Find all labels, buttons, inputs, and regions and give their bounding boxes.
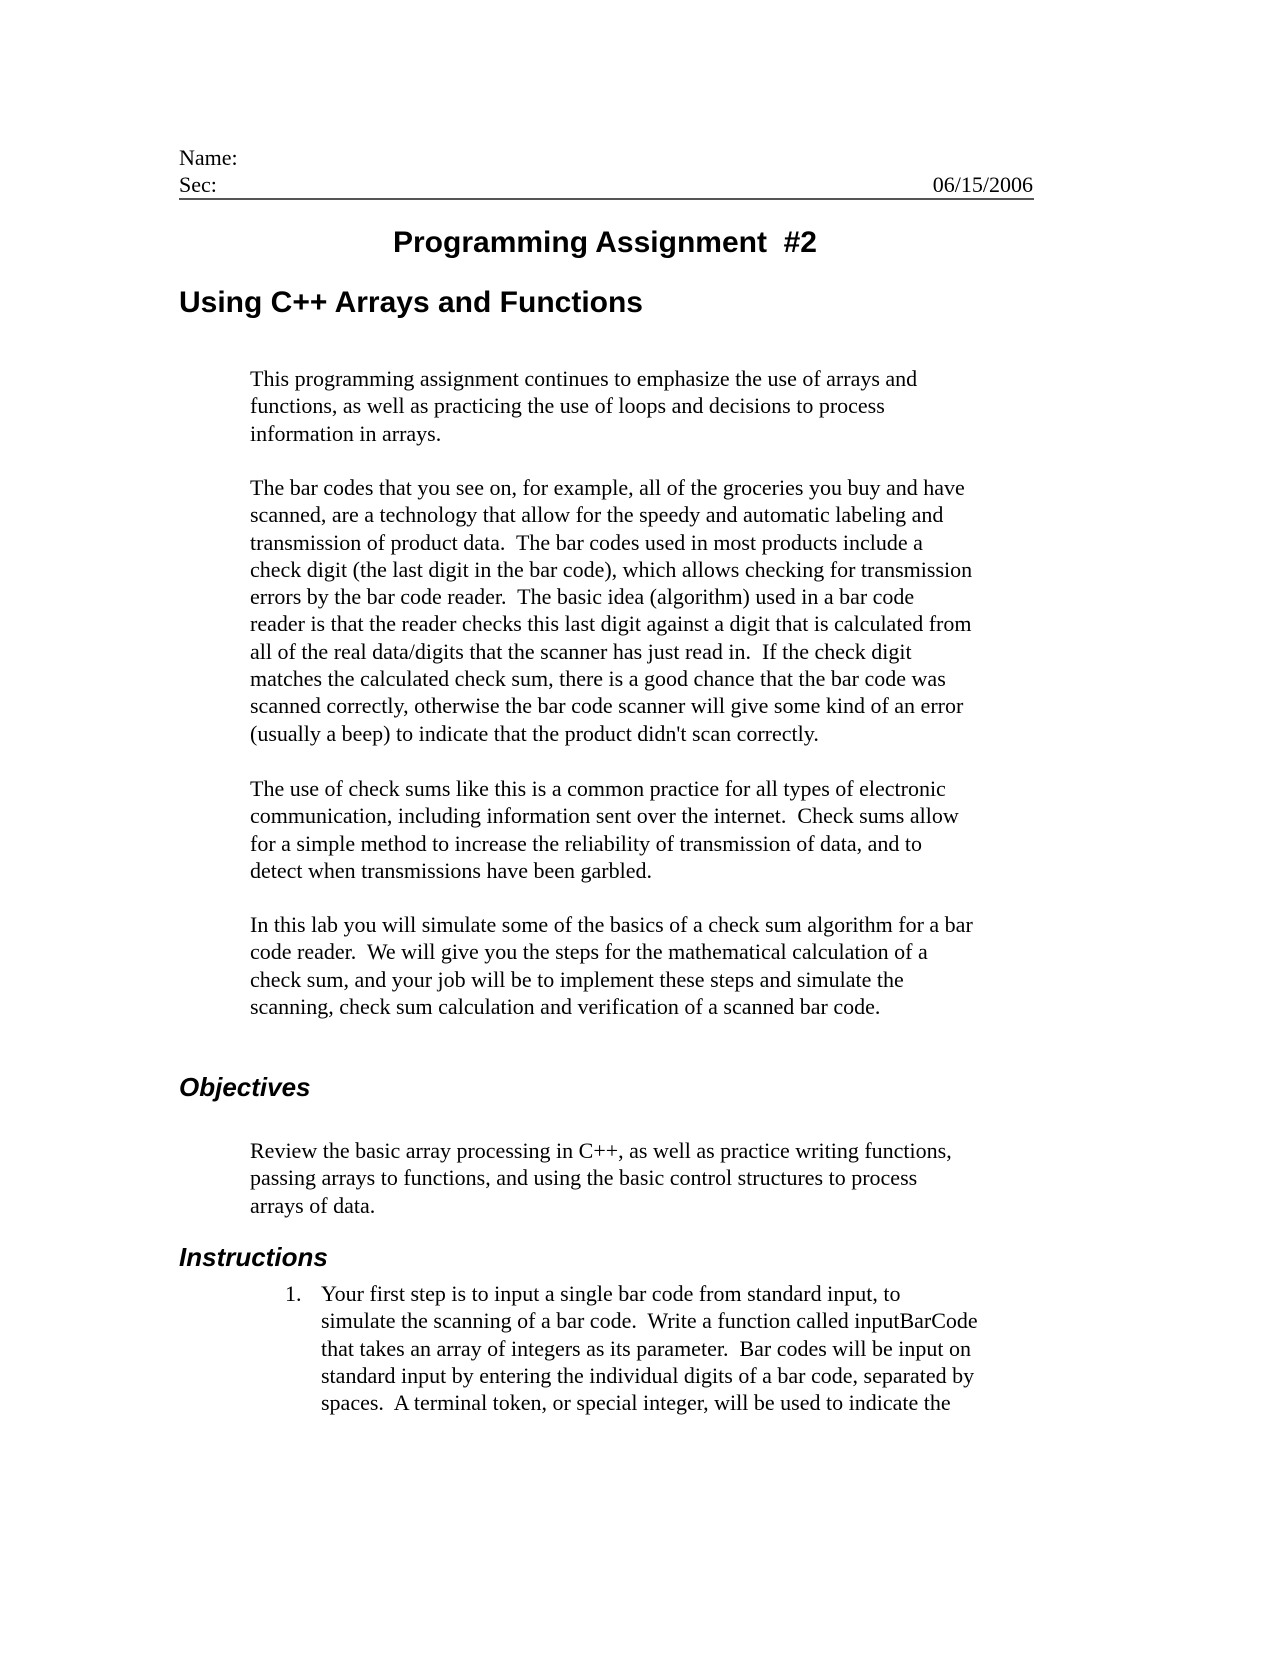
date: 06/15/2006 bbox=[932, 172, 1033, 197]
text-line: that takes an array of integers as its parameter. Bar codes will be input on bbox=[321, 1335, 972, 1361]
text-line: check sum, and your job will be to implement these steps and simulate the bbox=[250, 966, 904, 992]
text-line: check digit (the last digit in the bar code), which allows checking for transmission bbox=[250, 556, 973, 582]
text-line: communication, including information sent over the internet. Check sums allow bbox=[250, 803, 959, 829]
text-line: passing arrays to functions, and using the basic control structures to process bbox=[250, 1165, 918, 1191]
list-item bbox=[321, 1280, 978, 1416]
text-line: scanned, are a technology that allow for the speedy and automatic labeling and bbox=[250, 502, 944, 528]
text-line: Your first step is to input a single bar code from standard input, to bbox=[321, 1281, 901, 1306]
text-line: functions, as well as practicing the use of loops and decisions to process bbox=[250, 393, 885, 419]
text-line: spaces. A terminal token, or special integer, will be used to indicate the bbox=[321, 1390, 951, 1416]
section-label: Sec: bbox=[179, 172, 217, 197]
objectives-heading: Objectives bbox=[179, 1072, 311, 1102]
text-line: (usually a beep) to indicate that the product didn't scan correctly. bbox=[250, 720, 819, 746]
text-line: errors by the bar code reader. The basic idea (algorithm) used in a bar code bbox=[250, 584, 915, 610]
text-line: reader is that the reader checks this last digit against a digit that is calculated from bbox=[250, 611, 972, 637]
name-label: Name: bbox=[179, 145, 238, 170]
text-line: detect when transmissions have been garbled. bbox=[250, 857, 652, 883]
instructions-heading: Instructions bbox=[179, 1242, 328, 1272]
text-line: all of the real data/digits that the scanner has just read in. If the check digit bbox=[250, 638, 912, 664]
intro-paragraph-1 bbox=[250, 365, 917, 447]
text-line: transmission of product data. The bar codes used in most products include a bbox=[250, 529, 923, 555]
text-line: The use of check sums like this is a common practice for all types of electronic bbox=[250, 776, 946, 801]
text-line: for a simple method to increase the reliability of transmission of data, and to bbox=[250, 830, 923, 856]
page-title: Programming Assignment #2 bbox=[393, 226, 817, 259]
intro-paragraph-3 bbox=[250, 775, 959, 884]
text-line: In this lab you will simulate some of the basics of a check sum algorithm for a bar bbox=[250, 912, 973, 937]
text-line: Review the basic array processing in C++, as well as practice writing functions, bbox=[250, 1138, 952, 1163]
text-line: matches the calculated check sum, there is a good chance that the bar code was bbox=[250, 666, 946, 692]
intro-paragraph-2 bbox=[250, 474, 972, 747]
text-line: information in arrays. bbox=[250, 420, 442, 446]
text-line: scanned correctly, otherwise the bar code scanner will give some kind of an error bbox=[250, 693, 964, 719]
text-line: This programming assignment continues to emphasize the use of arrays and bbox=[250, 366, 918, 391]
list-number: 1. bbox=[285, 1281, 302, 1306]
text-line: simulate the scanning of a bar code. Write a function called inputBarCode bbox=[321, 1308, 978, 1334]
text-line: arrays of data. bbox=[250, 1192, 376, 1218]
text-line: code reader. We will give you the steps for the mathematical calculation of a bbox=[250, 939, 928, 965]
text-line: scanning, check sum calculation and verification of a scanned bar code. bbox=[250, 993, 881, 1019]
objectives-paragraph bbox=[250, 1137, 952, 1219]
text-line: The bar codes that you see on, for example, all of the groceries you buy and have bbox=[250, 475, 965, 500]
text-line: standard input by entering the individual digits of a bar code, separated by bbox=[321, 1362, 975, 1388]
subtitle: Using C++ Arrays and Functions bbox=[179, 286, 643, 319]
header-rule bbox=[179, 198, 1034, 200]
intro-paragraph-4 bbox=[250, 911, 973, 1020]
